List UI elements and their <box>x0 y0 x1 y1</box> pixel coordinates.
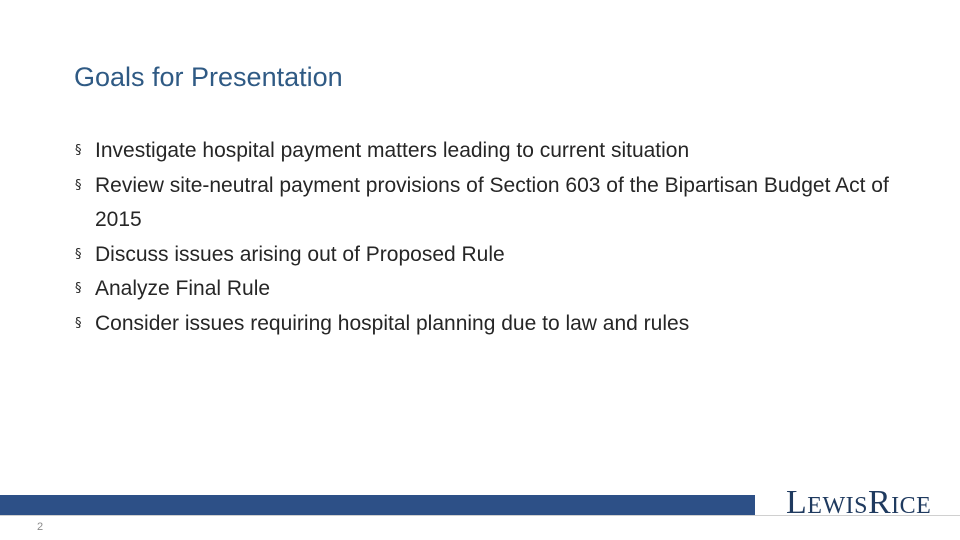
bullet-marker-icon: § <box>75 143 82 158</box>
bullet-item <box>74 134 894 169</box>
bullet-item <box>74 238 894 273</box>
bullet-text: Discuss issues arising out of Proposed Rule <box>95 242 505 266</box>
bullet-text: Review site-neutral payment provisions of Section 603 of the Bipartisan Budget Act of 2015 <box>95 173 889 231</box>
page-number: 2 <box>37 521 44 533</box>
bullet-marker-icon: § <box>75 281 82 296</box>
bullet-marker-icon: § <box>75 246 82 262</box>
bullet-marker-icon: § <box>75 315 82 331</box>
bullet-marker-icon: § <box>75 177 82 193</box>
bullet-item <box>74 272 894 307</box>
slide-title: Goals for Presentation <box>74 62 343 92</box>
bullet-text: Consider issues requiring hospital planning due to law and rules <box>95 311 690 335</box>
footer-accent-bar <box>0 495 755 515</box>
logo-letter: L <box>786 484 808 521</box>
lewisrice-logo <box>786 484 931 522</box>
logo-letter: R <box>867 484 892 521</box>
logo-letters: ICE <box>891 493 932 519</box>
bullet-item <box>74 169 894 238</box>
bullet-list <box>74 134 894 341</box>
logo-letters: EWIS <box>807 493 868 519</box>
bullet-text: Analyze Final Rule <box>95 277 271 300</box>
bullet-text: Investigate hospital payment matters leading to current situation <box>95 139 690 162</box>
bullet-item <box>74 307 894 342</box>
